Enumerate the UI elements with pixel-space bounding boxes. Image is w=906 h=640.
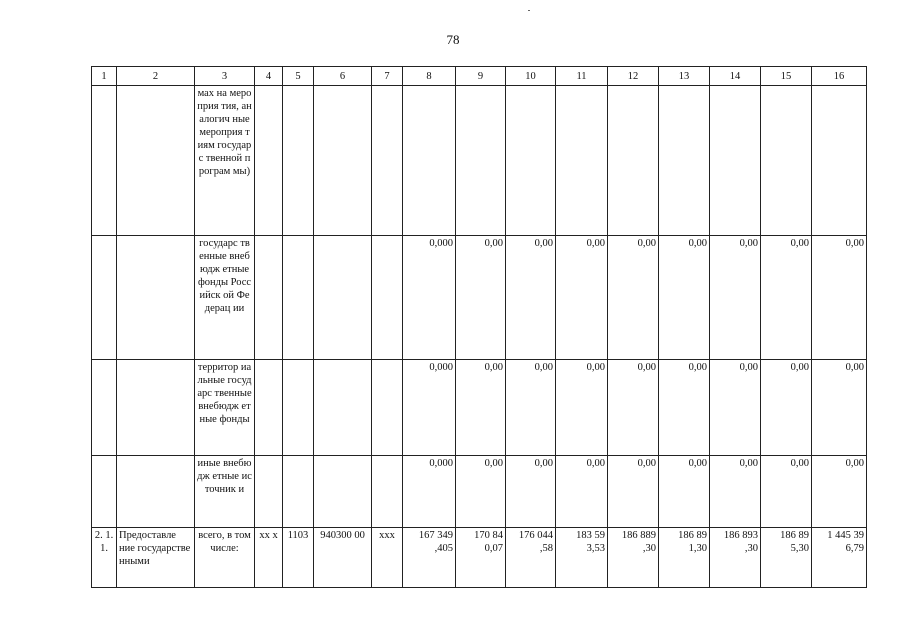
amount-cell xyxy=(659,86,710,236)
page-number: 78 xyxy=(446,32,460,47)
header-cell: 8 xyxy=(403,67,456,86)
header-cell: 10 xyxy=(506,67,556,86)
amount-cell: 0,00 xyxy=(556,236,608,360)
header-cell: 5 xyxy=(283,67,314,86)
code-cell xyxy=(372,456,403,528)
amount-cell: 0,00 xyxy=(456,236,506,360)
code-cell xyxy=(314,86,372,236)
code-cell xyxy=(372,86,403,236)
amount-cell: 0,000 xyxy=(403,456,456,528)
amount-cell: 0,00 xyxy=(659,360,710,456)
code-cell: хх х xyxy=(255,528,283,588)
amount-cell: 167 349 ,405 xyxy=(403,528,456,588)
amount-cell: 0,00 xyxy=(506,360,556,456)
funding-source-cell: территор иальные государс твенные внебюдж етные фонды xyxy=(195,360,255,456)
amount-cell: 1 445 39 6,79 xyxy=(812,528,867,588)
budget-table xyxy=(91,66,867,588)
funding-source-cell: государс твенные внебюдж етные фонды Российск ой Федерац ии xyxy=(195,236,255,360)
header-cell: 16 xyxy=(812,67,867,86)
row-name-cell xyxy=(117,360,195,456)
amount-cell xyxy=(812,86,867,236)
header-cell: 13 xyxy=(659,67,710,86)
row-name-cell xyxy=(117,456,195,528)
code-cell: 940300 00 xyxy=(314,528,372,588)
code-cell xyxy=(283,236,314,360)
amount-cell: 0,00 xyxy=(556,360,608,456)
amount-cell: 170 84 0,07 xyxy=(456,528,506,588)
funding-source-cell: всего, в том числе: xyxy=(195,528,255,588)
code-cell xyxy=(255,360,283,456)
row-number-cell xyxy=(92,86,117,236)
funding-source-cell: иные внебюдж етные источник и xyxy=(195,456,255,528)
header-cell: 4 xyxy=(255,67,283,86)
table-row xyxy=(92,456,867,528)
header-cell: 15 xyxy=(761,67,812,86)
code-cell xyxy=(314,456,372,528)
code-cell xyxy=(314,236,372,360)
code-cell xyxy=(255,456,283,528)
amount-cell: 0,00 xyxy=(761,456,812,528)
amount-cell: 0,00 xyxy=(710,456,761,528)
header-cell: 6 xyxy=(314,67,372,86)
code-cell xyxy=(283,86,314,236)
header-cell: 11 xyxy=(556,67,608,86)
amount-cell: 0,00 xyxy=(659,456,710,528)
amount-cell: 176 044 ,58 xyxy=(506,528,556,588)
amount-cell: 0,00 xyxy=(710,236,761,360)
code-cell xyxy=(283,456,314,528)
amount-cell: 0,00 xyxy=(608,456,659,528)
amount-cell: 0,00 xyxy=(710,360,761,456)
amount-cell xyxy=(456,86,506,236)
amount-cell xyxy=(761,86,812,236)
amount-cell: 186 89 5,30 xyxy=(761,528,812,588)
header-cell: 12 xyxy=(608,67,659,86)
header-cell: 7 xyxy=(372,67,403,86)
amount-cell: 0,00 xyxy=(506,456,556,528)
code-cell xyxy=(372,236,403,360)
code-cell xyxy=(283,360,314,456)
amount-cell xyxy=(608,86,659,236)
code-cell: ххх xyxy=(372,528,403,588)
code-cell xyxy=(314,360,372,456)
row-number-cell xyxy=(92,456,117,528)
code-cell xyxy=(255,236,283,360)
row-number-cell xyxy=(92,360,117,456)
amount-cell: 0,00 xyxy=(812,236,867,360)
header-cell: 9 xyxy=(456,67,506,86)
header-cell: 3 xyxy=(195,67,255,86)
amount-cell xyxy=(710,86,761,236)
amount-cell xyxy=(403,86,456,236)
funding-source-cell: мах на мероприя тия, аналогич ные мероприя тиям государс твенной програм мы) xyxy=(195,86,255,236)
code-cell xyxy=(255,86,283,236)
amount-cell: 0,00 xyxy=(556,456,608,528)
amount-cell: 186 889 ,30 xyxy=(608,528,659,588)
amount-cell xyxy=(506,86,556,236)
table-row xyxy=(92,360,867,456)
amount-cell xyxy=(556,86,608,236)
amount-cell: 0,00 xyxy=(659,236,710,360)
amount-cell: 0,000 xyxy=(403,236,456,360)
row-number-cell xyxy=(92,236,117,360)
amount-cell: 183 59 3,53 xyxy=(556,528,608,588)
row-name-cell xyxy=(117,86,195,236)
scan-speck xyxy=(528,10,530,11)
amount-cell: 186 89 1,30 xyxy=(659,528,710,588)
amount-cell: 0,00 xyxy=(812,360,867,456)
amount-cell: 186 893 ,30 xyxy=(710,528,761,588)
table-row xyxy=(92,236,867,360)
amount-cell: 0,00 xyxy=(456,456,506,528)
amount-cell: 0,00 xyxy=(608,236,659,360)
header-cell: 2 xyxy=(117,67,195,86)
amount-cell: 0,00 xyxy=(761,360,812,456)
table-row xyxy=(92,86,867,236)
amount-cell: 0,00 xyxy=(608,360,659,456)
row-name-cell: Предоставле ние государстве нными xyxy=(117,528,195,588)
row-number-cell: 2. 1. 1. xyxy=(92,528,117,588)
amount-cell: 0,00 xyxy=(812,456,867,528)
amount-cell: 0,000 xyxy=(403,360,456,456)
amount-cell: 0,00 xyxy=(506,236,556,360)
table-body xyxy=(92,86,867,588)
header-cell: 14 xyxy=(710,67,761,86)
amount-cell: 0,00 xyxy=(761,236,812,360)
row-name-cell xyxy=(117,236,195,360)
header-cell: 1 xyxy=(92,67,117,86)
code-cell: 1103 xyxy=(283,528,314,588)
amount-cell: 0,00 xyxy=(456,360,506,456)
code-cell xyxy=(372,360,403,456)
table-row xyxy=(92,528,867,588)
header-row xyxy=(92,67,867,86)
